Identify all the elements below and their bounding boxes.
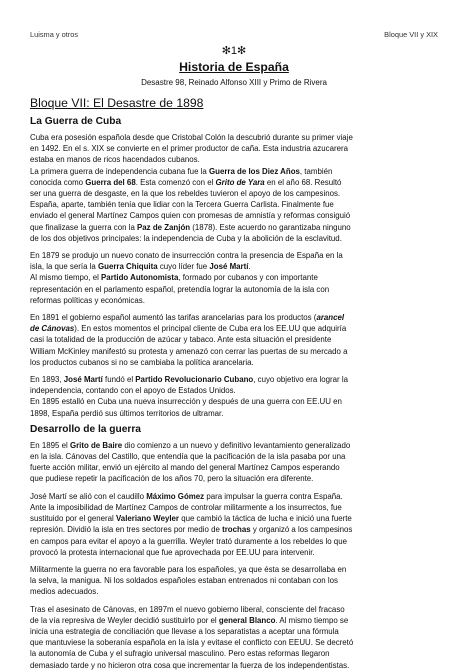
subsection-guerra-de-cuba (30, 115, 438, 419)
text-line: Tras el asesinato de Cánovas, en 1897m el nuevo gobierno liberal, consciente del fracaso (30, 604, 345, 614)
text-line: la selva, la manigua. Ni los soldados españoles estaban entrenados ni contaban con los (30, 576, 338, 586)
text-line: En 1895 estalló en Cuba una nueva insurrección y después de una guerra con EE.UU en (30, 397, 342, 407)
text-line: en 1492. En el s. XIX se convierte en el primer productor de caña. Esta industria azucarera (30, 144, 348, 154)
subsection-desarrollo-guerra (30, 423, 438, 671)
text-line: En 1879 se produjo un nuevo conato de insurrección contra la presencia de España en la (30, 251, 343, 261)
text-line: Militarmente la guerra no era favorable para los españoles, ya que ésta se desarrollaba en (30, 564, 347, 574)
paragraph (30, 440, 438, 485)
text-line: William McKinley manifestó su protesta y amenazó con cerrar las puertas de su mercado a (30, 346, 348, 356)
text-line: enviado el general Martínez Campos quien con promesas de amnistía y reformas consiguió (30, 211, 351, 221)
document-title: Historia de España (179, 60, 289, 74)
paragraph (30, 374, 438, 419)
text-line: casi la totalidad de la producción de azúcar y tabaco. Ante esta situación el presidente (30, 335, 332, 345)
text-line: 1898, España perdió sus últimos territorios de ultramar. (30, 408, 224, 418)
text-line: medios adecuados. (30, 587, 99, 597)
text-line: En 1895 el Grito de Baire dio comienzo a un nuevo y definitivo levantamiento generalizado (30, 440, 351, 450)
page-number: ✻1✻ (221, 45, 247, 57)
paragraph (30, 132, 438, 244)
text-line: en campos para evitar el apoyo a la guerrilla. Weyler trató duramente a los rebeldes lo que (30, 536, 347, 546)
paragraph (30, 250, 438, 306)
text-line: representación en el parlamento español, pretendía lograr la autonomía de la isla con (30, 284, 330, 294)
header-block: Bloque VII y XIX (384, 30, 438, 39)
subsection-heading: La Guerra de Cuba (30, 116, 122, 127)
text-line: Al mismo tiempo, el Partido Autonomista, formado por cubanos y con importante (30, 273, 318, 283)
subsection-heading: Desarrollo de la guerra (30, 423, 141, 435)
text-line: de los dos objetivos principales: la independencia de Cuba y la abolición de la esclavitud. (30, 233, 342, 243)
text-line: los productos cubanos si no se cambiaba la política arancelaria. (30, 357, 254, 367)
text-line: José Martí se alió con el caudillo Máximo Gómez para impulsar la guerra contra España. (30, 491, 343, 501)
text-line: inicia una estrategia de conciliación que llevase a los separatistas a aceptar una fórmula (30, 626, 339, 636)
text-line: represión. Dividió la isla en tres sectores por medio de trochas y organizó a los campesinos (30, 525, 353, 535)
header-author: Luisma y otros (30, 30, 79, 39)
paragraph (30, 564, 438, 598)
text-line: La primera guerra de independencia cubana fue la Guerra de los Diez Años, también (30, 166, 333, 176)
paragraph (30, 491, 438, 558)
text-line: Ante la imposibilidad de Martínez Campos de controlar militarmente a los insurrectos, fue (30, 502, 342, 512)
text-line: ser una guerra de desgaste, en la que los rebeldes tuvieron el apoyo de los campesinos. (30, 189, 341, 199)
text-line: que mantuviese la soberanía española en la isla y evitase el conflicto con EEUU. Se decretó (30, 638, 354, 648)
text-line: provocó la protesta internacional que fue aprovechada por EE.UU para intervenir. (30, 547, 315, 557)
paragraph (30, 312, 438, 368)
text-line: la autonomía de Cuba y el sufragio universal masculino. Pero estas reformas llegaron (30, 649, 330, 659)
text-line: que pudiese repetir la pacificación de los años 70, pero la situación era diferente. (30, 474, 314, 484)
text-line: fuerte acción militar, envió un ejército al mando del general Martínez Campos esperando (30, 463, 340, 473)
text-line: Cuba era posesión española desde que Cristobal Colón la descubrió durante su primer viaje (30, 133, 353, 142)
text-line: demasiado tarde y no hicieron otra cosa que incrementar la fuerza de los independentistas. (30, 660, 350, 670)
text-line: de Cánovas). En estos momentos el principal cliente de Cuba era los EE.UU que adquiría (30, 324, 347, 334)
text-line: estaba en manos de ricos hacendados cubanos. (30, 155, 200, 165)
text-line: isla, la que sería la Guerra Chiquita cuyo líder fue José Martí. (30, 262, 251, 272)
text-line: sustituido por el general Valeriano Weyler que cambió la táctica de lucha e inició una fuerte (30, 514, 352, 524)
page-header (30, 0, 438, 39)
text-line: que finalizase la guerra con la Paz de Zanjón (1878). Este acuerdo no garantizaba ninguno (30, 222, 351, 232)
text-line: En 1893, José Martí fundó el Partido Revolucionario Cubano, cuyo objetivo era lograr la (30, 375, 348, 385)
text-line: conocida como Guerra del 68. Esta comenzó con el Grito de Yara en el año 68. Resultó (30, 177, 342, 187)
section-title: Bloque VII: El Desastre de 1898 (30, 96, 204, 110)
text-line: España, aparte, también tenía que lidiar con la Tercera Guerra Carlista. Finalmente fue (30, 200, 334, 210)
text-line: reformas políticas y económicas. (30, 295, 145, 305)
document-subtitle: Desastre 98, Reinado Alfonso XIII y Primo de Rivera (141, 78, 327, 87)
text-line: en la isla. Cánovas del Castillo, que entendía que la pacificación de la isla pasaba por una (30, 452, 346, 462)
text-line: independencia, contando con el apoyo de Estados Unidos. (30, 386, 236, 396)
text-line: En 1891 el gobierno español aumentó las tarifas arancelarias para los productos (arancel (30, 313, 345, 323)
paragraph (30, 604, 438, 671)
text-line: de la vía represiva de Weyler decidió sustituirlo por el general Blanco. Al mismo tiempo se (30, 615, 349, 625)
